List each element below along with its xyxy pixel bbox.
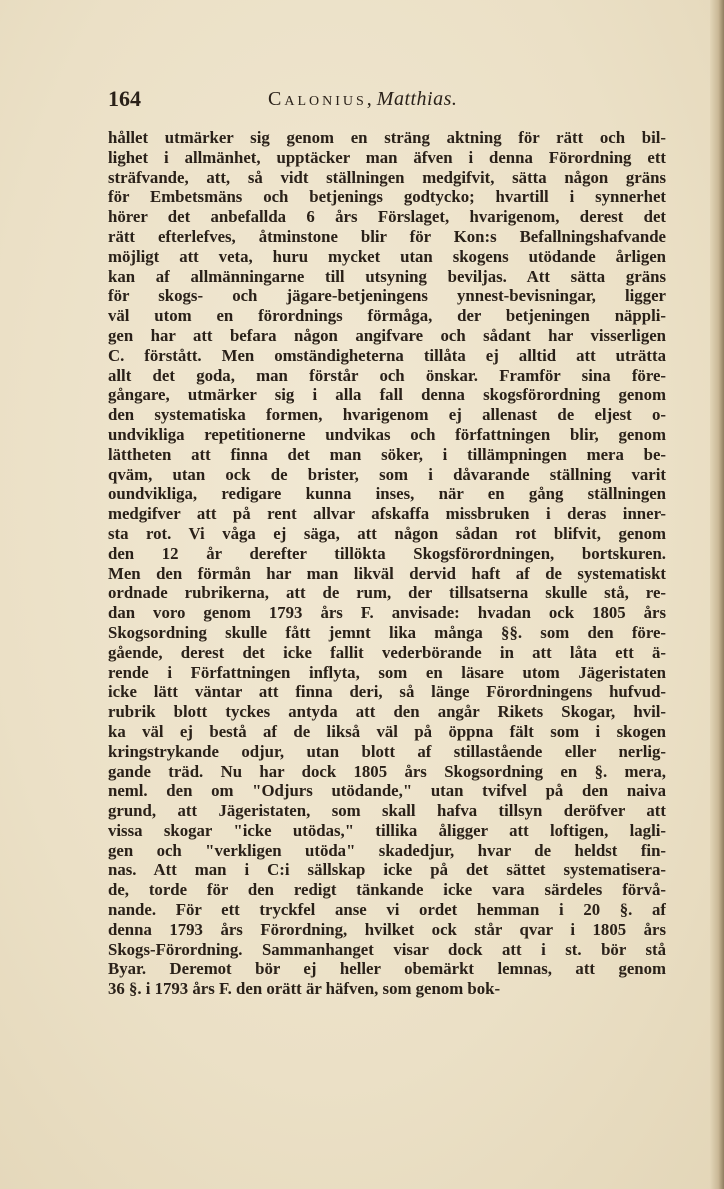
text-line: neml. den om "Odjurs utödande," utan tvifvel på den naiva (108, 781, 666, 801)
text-line: ordnade rubrikerna, att de rum, der tillsatserna skulle stå, re- (108, 583, 666, 603)
text-line: kan af allmänningarne till utsyning beviljas. Att sätta gräns (108, 266, 666, 286)
text-line: Skogs-Förordning. Sammanhanget visar dock att i st. bör stå (108, 939, 666, 959)
text-line: dan voro genom 1793 års F. anvisade: hvadan ock 1805 års (108, 603, 666, 623)
text-line: den 12 år derefter tillökta Skogsförordningen, bortskuren. (108, 543, 666, 563)
text-line: Byar. Deremot bör ej heller obemärkt lemnas, att genom (108, 959, 666, 979)
page-edge-shadow (710, 0, 724, 1189)
author-given-name: Matthias. (376, 88, 458, 110)
text-line: hållet utmärker sig genom en sträng aktning för rätt och bil- (108, 128, 666, 147)
text-line: nas. Att man i C:i sällskap icke på det sättet systematisera- (108, 860, 666, 880)
text-line: medgifver att på rent allvar afskaffa missbruken i deras inner- (108, 504, 666, 524)
text-line: lighet i allmänhet, upptäcker man äfven i denna Förordning ett (108, 147, 666, 167)
text-line: grund, att Jägeristaten, som skall hafva tillsyn deröfver att (108, 801, 666, 821)
author-surname: Calonius (268, 88, 367, 110)
text-line: för Embetsmäns och betjenings godtycko; hvartill i synnerhet (108, 187, 666, 207)
text-line: C. förstått. Men omständigheterna tillåta ej alltid att uträtta (108, 345, 666, 365)
text-line: Skogsordning skulle fått jemnt lika många §§. som den före- (108, 622, 666, 642)
text-line: väl utom en förordnings förmåga, der betjeningen näppli- (108, 306, 666, 326)
text-line: sta rot. Vi våga ej säga, att någon sådan rot blifvit, genom (108, 523, 666, 543)
text-line: för skogs- och jägare-betjeningens ynnest-bevisningar, ligger (108, 286, 666, 306)
text-line: vissa skogar "icke utödas," tillika åligger att loftigen, lagli- (108, 820, 666, 840)
text-line: qväm, utan ock de brister, som i dåvarande ställning varit (108, 464, 666, 484)
text-line: de, torde för den redigt tänkande icke vara särdeles förvå- (108, 880, 666, 900)
text-line: undvikliga repetitionerne undvikas och författningen blir, genom (108, 424, 666, 444)
page-header (108, 84, 608, 114)
text-line: gande träd. Nu har dock 1805 års Skogsordning en §. mera, (108, 761, 666, 781)
text-line: hörer det anbefallda 6 års Förslaget, hvarigenom, derest det (108, 207, 666, 227)
text-line: gen och "verkligen utöda" skadedjur, hvar de heldst fin- (108, 840, 666, 860)
text-line: den systematiska formen, hvarigenom ej allenast de eljest o- (108, 405, 666, 425)
text-line: allt det goda, man förstår och önskar. Framför sina före- (108, 365, 666, 385)
text-line: gen har att befara någon angifvare och sådant har visserligen (108, 325, 666, 345)
text-line: oundvikliga, redigare kunna inses, när en gång ställningen (108, 484, 666, 504)
text-line: gående, derest det icke fallit vederbörande in att låta ett ä- (108, 642, 666, 662)
running-head: Calonius, Matthias. (268, 88, 458, 110)
text-line: nande. För ett tryckfel anse vi ordet hemman i 20 §. af (108, 900, 666, 920)
body-text (108, 128, 666, 999)
text-line: sträfvande, att, så vidt ställningen medgifvit, sätta någon gräns (108, 167, 666, 187)
text-line: kringstrykande odjur, utan blott af stillastående eller nerlig- (108, 741, 666, 761)
text-line: rätt efterlefves, åtminstone blir för Kon:s Befallningshafvande (108, 226, 666, 246)
text-line: möjligt att veta, huru mycket utan skogens utödande årligen (108, 246, 666, 266)
text-line: lättheten att finna det man söker, i tillämpningen mera be- (108, 444, 666, 464)
text-line: gångare, utmärker sig i alla fall denna skogsförordning genom (108, 385, 666, 405)
page-number: 164 (108, 86, 141, 111)
text-line: ka väl ej bestå af de likså väl på öppna fält som i skogen (108, 721, 666, 741)
text-line: icke lätt väntar att finna deri, så länge Förordningens hufvud- (108, 682, 666, 702)
text-line: 36 §. i 1793 års F. den orätt är häfven, som genom bok- (108, 979, 501, 999)
text-line: rende i Författningen inflyta, som en läsare utom Jägeristaten (108, 662, 666, 682)
text-line: denna 1793 års Förordning, hvilket ock står qvar i 1805 års (108, 919, 666, 939)
text-line: Men den förmån har man likväl dervid haft af de systematiskt (108, 563, 666, 583)
text-line: rubrik blott tyckes antyda att den angår Rikets Skogar, hvil- (108, 702, 666, 722)
